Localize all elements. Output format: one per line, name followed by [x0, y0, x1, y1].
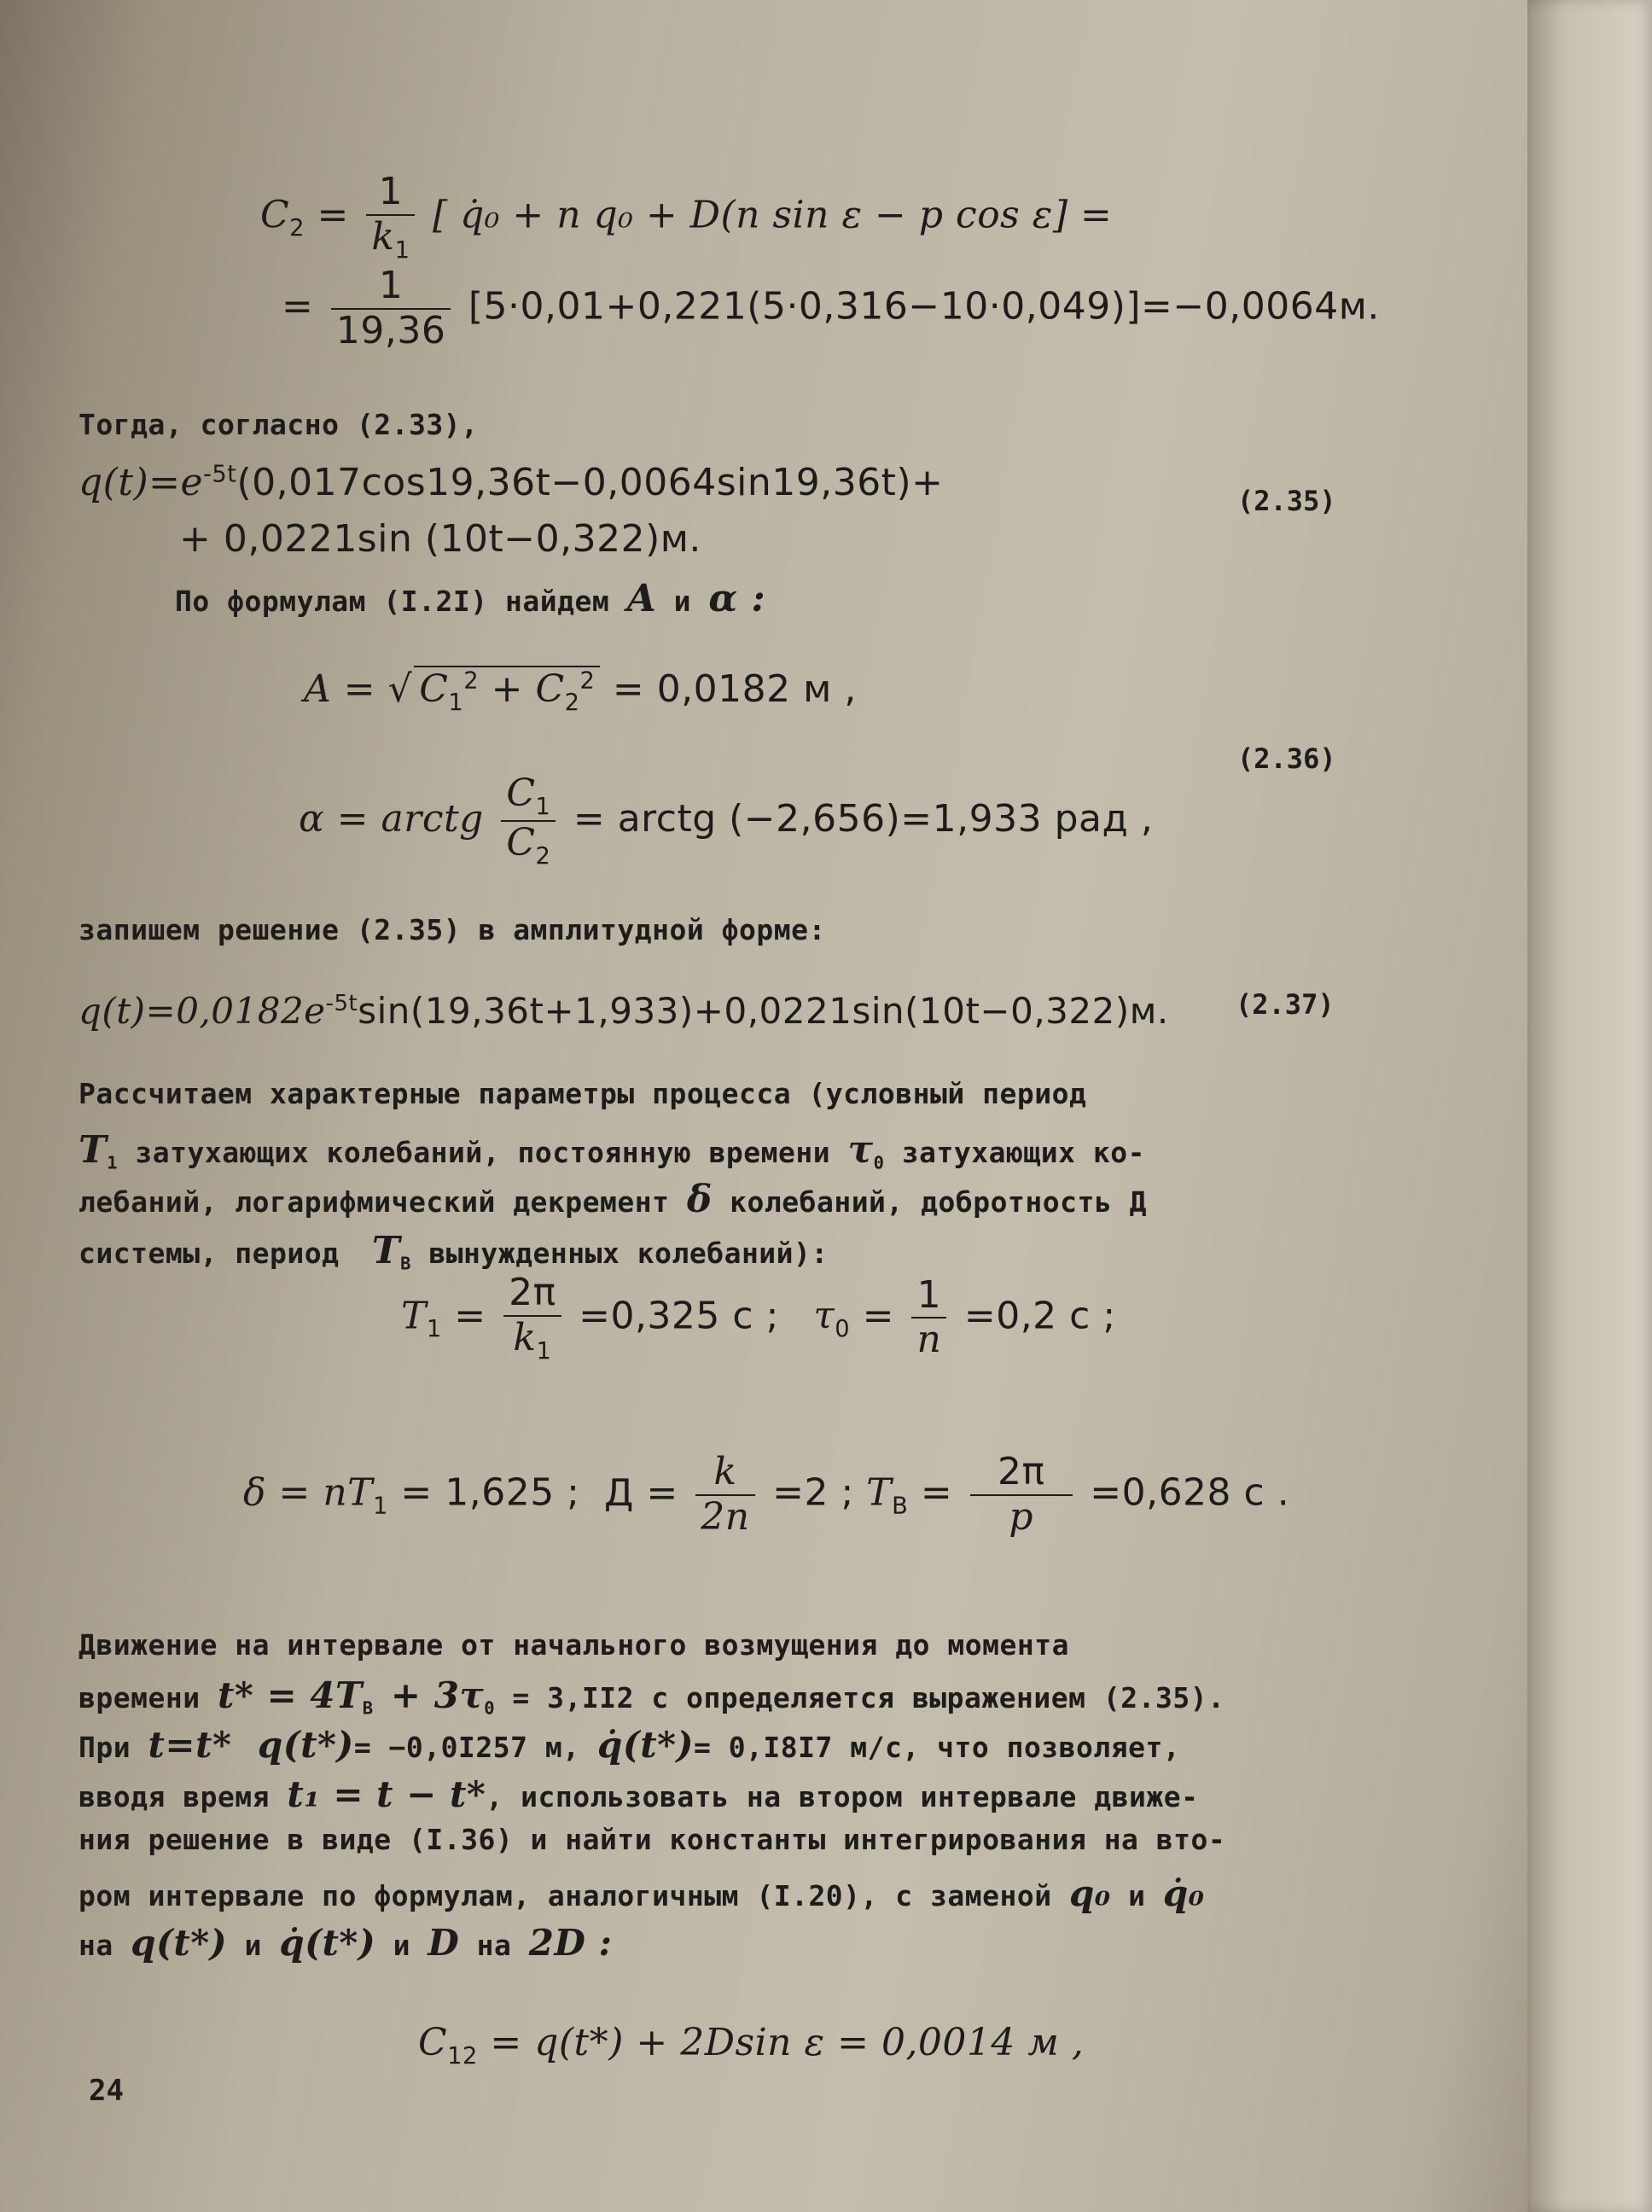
text-togda: Тогда, согласно (2.33), — [79, 408, 479, 441]
formula-amplitude-A: A = √ $C_1^2 + C_2^2 = 0,0182$ м , — [304, 667, 857, 716]
paragraph-2-line-2: времени $t* = 4T_B + 3\tau_0 = 3,II2$ с определяется выражением (2.35). — [79, 1674, 1225, 1719]
formula-q-237: $q(t)=0,0182e^{-5t}\sin(19,36t+1,933)+0,0221\sin(10t-0,322)м$. — [79, 990, 1169, 1032]
formula-c2-value: = $\frac{1}{19,36}$ [5·0,01+0,221(5·0,316−10·0,049)]=−0,0064м. — [282, 264, 1380, 352]
text-zapishem: запишем решение (2.35) в амплитудной форме: — [79, 913, 826, 946]
formula-c2: $C_2$ = $\frac{1}{k_1}$ [ q̇₀ + n q₀ + D(n sin ε − p cos ε] = — [260, 170, 1113, 264]
formula-phase-alpha: α = arctg $\frac{C_1}{C_2}$ = arctg (−2,656)=1,933 рад , — [299, 771, 1154, 870]
equation-number-236: (2.36) — [1237, 742, 1336, 775]
bleed-through-text — [137, 94, 676, 124]
paragraph-2-line-3: При t=t* q(t*)= −0,0I257 м, q̇(t*)= 0,I8I7 м/с, что позволяет, — [79, 1724, 1181, 1766]
text-po-formulam: По формулам (I.2I) найдем A и α : — [175, 577, 766, 620]
paragraph-2-line-1: Движение на интервале от начального возмущения до момента — [79, 1628, 1069, 1662]
paragraph-1-line-2: $T_1$ затухающих колебаний, постоянную времени $\tau_0$ затухающих ко- — [79, 1128, 1145, 1173]
formula-T1-tau0: $T_1$ = $\frac{2\pi}{k_1}$ =0,325 с ; $\tau_0$ = $\frac{1}{n}$ =0,2 с ; — [401, 1271, 1116, 1365]
paragraph-2-line-6: ром интервале по формулам, аналогичным (I.20), с заменой q₀ и q̇₀ — [79, 1872, 1205, 1914]
paragraph-2-line-5: ния решение в виде (I.36) и найти константы интегрирования на вто- — [79, 1823, 1226, 1856]
paragraph-1-line-1: Рассчитаем характерные параметры процесса (условный период — [79, 1077, 1087, 1110]
formula-q-235-line1: $q(t)=e^{-5t}(0,017\cos 19,36t-0,0064\sin 19,36t)+$ — [79, 461, 944, 504]
paragraph-1-line-3: лебаний, логарифмический декремент δ колебаний, добротность Д — [79, 1178, 1147, 1221]
page-edge-shadow — [1527, 0, 1652, 2212]
page-number: 24 — [89, 2074, 124, 2108]
equation-number-235: (2.35) — [1237, 485, 1336, 517]
formula-delta-D-TB: $\delta = nT_1 = 1,625$ ; Д = $\frac{k}{2n}$ =2 ; $T_B$ = $\frac{2\pi}{p}$ =0,628 с . — [243, 1450, 1290, 1539]
paragraph-2-line-7: на q(t*) и q̇(t*) и D на 2D : — [79, 1922, 613, 1964]
equation-number-237: (2.37) — [1236, 988, 1335, 1021]
paragraph-2-line-4: вводя время t₁ = t − t*, использовать на втором интервале движе- — [79, 1773, 1199, 1815]
formula-c12: $C_{12} = q(t*) + 2Dsin$ ε = 0,0014 м , — [418, 2021, 1085, 2069]
formula-q-235-line2: + 0,0221sin (10t−0,322)м. — [179, 517, 701, 561]
paragraph-1-line-4: системы, период $T_B$ вынужденных колебаний): — [79, 1229, 829, 1274]
